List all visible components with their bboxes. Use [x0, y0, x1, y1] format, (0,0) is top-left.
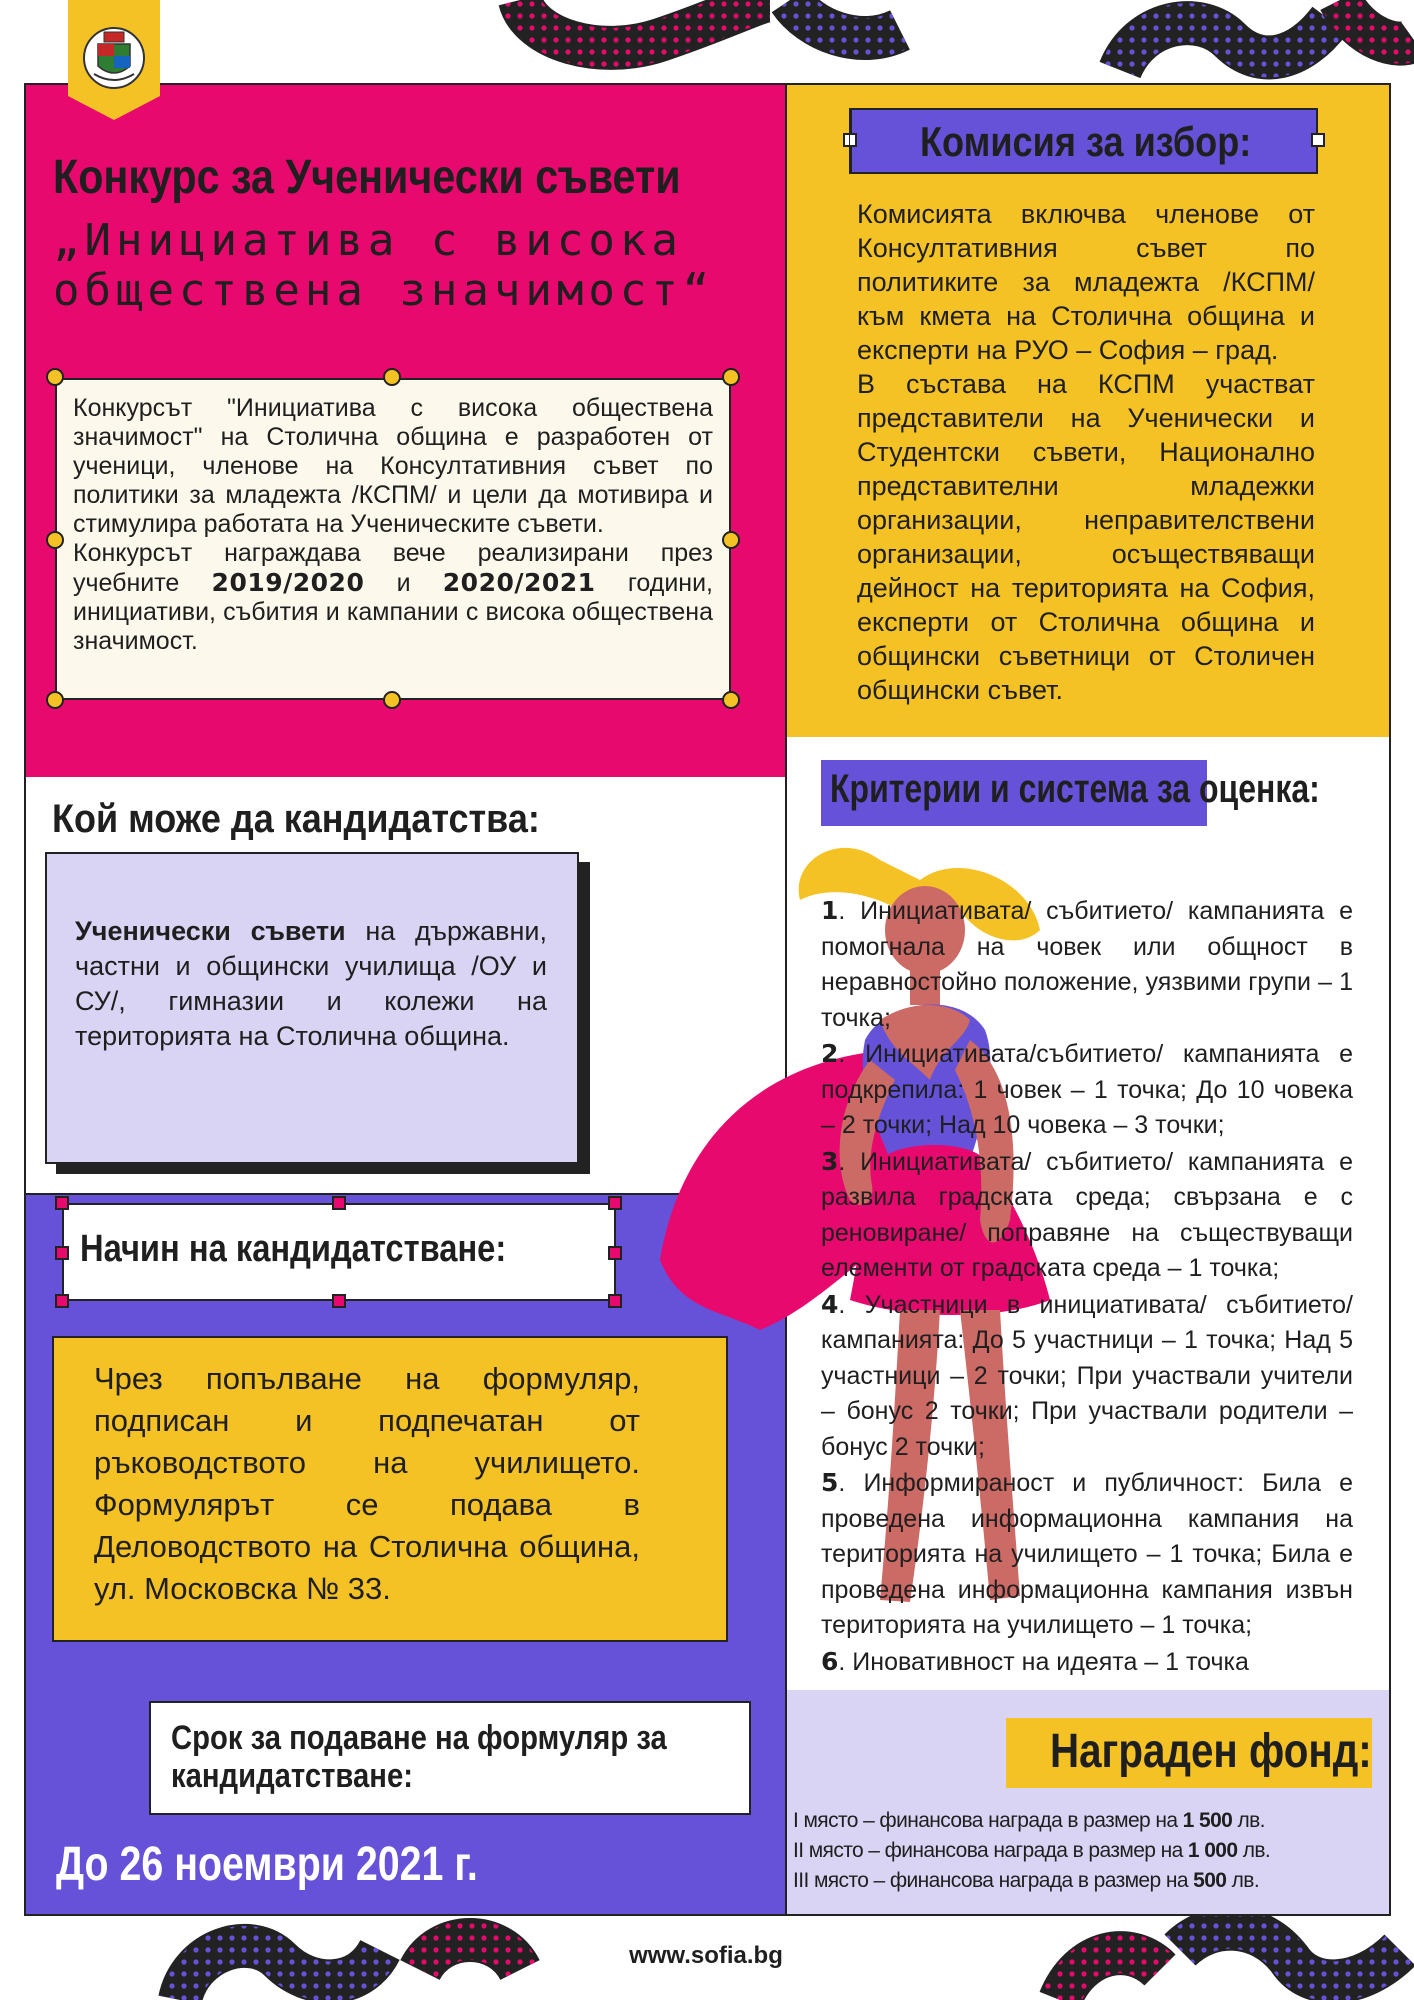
- criteria-item-2: 2. Инициативата/събитието/ кампанията е подкрепила: 1 човек – 1 точка; До 10 човека – 2 точки; Над 10 човека – 3 точки;: [821, 1039, 1353, 1139]
- eligibility-bold: Ученически съвети: [75, 916, 346, 946]
- footer-website-link[interactable]: www.sofia.bg: [629, 1942, 783, 1969]
- intro-paragraph-1: Конкурсът "Инициатива с висока обществена значимост" на Столична община е разработен от ученици, членове на Консултативния съвет по политики за младежта /КСПМ/ и цели да мотивира и стимулира работата на Ученическите съвети.: [73, 394, 713, 538]
- method-heading: Начин на кандидатстване:: [80, 1228, 507, 1270]
- criteria-list: [821, 893, 1353, 1680]
- method-text: Чрез попълване на формуляр, подписан и подпечатан от ръководството на училището. Формулярът се подава в Деловодството на Столична община, ул. Московска № 33.: [94, 1361, 640, 1606]
- prizes-heading: Награден фонд:: [1050, 1725, 1372, 1778]
- criteria-item-6: 6. Иновативност на идеята – 1 точка: [821, 1646, 1249, 1676]
- year-2019-2020: 2019/2020: [211, 568, 365, 597]
- method-box: [52, 1336, 728, 1642]
- commission-text: Комисията включва членове от Консултативния съвет по политиките за младежта /КСПМ/ към кмета на Столична община и експерти на РУО – София – град. В състава на КСПМ участват представители на Ученически и Студентски съвети, Национално представителни младежки организации, неправителствени организации, осъществяващи дейност на територията на София, експерти от Столична община и общински съветници от Столичен общински съвет.: [857, 199, 1315, 705]
- deadline-heading: Срок за подаване на формуляр за кандидатстване:: [171, 1719, 667, 1795]
- eligibility-text: на държавни, частни и общински училища /ОУ и СУ/, гимназии и колежи на територията на Столична община.: [75, 916, 547, 1051]
- eligibility-box: [45, 852, 579, 1164]
- deadline-date: До 26 ноември 2021 г.: [56, 1838, 478, 1891]
- decorative-squiggle-top: [0, 0, 1414, 90]
- page-subtitle-line2: обществена значимост“: [53, 265, 715, 316]
- deadline-box: [149, 1701, 751, 1815]
- page-subtitle-line1: „Инициатива с висока: [53, 215, 683, 266]
- criteria-heading: Критерии и система за оценка:: [830, 767, 1320, 811]
- intro-box: [55, 378, 731, 700]
- intro-paragraph-2: Конкурсът награждава вече реализирани през учебните 2019/2020 и 2020/2021 години, инициативи, събития и кампании с висока обществена значимост.: [73, 539, 714, 655]
- coat-of-arms-logo: [68, 0, 160, 120]
- page-title: Конкурс за Ученически съвети: [53, 151, 681, 204]
- eligibility-heading: Кой може да кандидатства:: [52, 797, 540, 841]
- prizes-list: [793, 1806, 1389, 1896]
- year-2020-2021: 2020/2021: [442, 568, 596, 597]
- prize-first: I място – финансова награда в размер на 1 500 лв.: [793, 1809, 1265, 1832]
- commission-heading: Комисия за избор:: [920, 118, 1252, 165]
- criteria-item-5: 5. Информираност и публичност: Била е проведена информационна кампания на територията на училището – 1 точка; Била е проведена информационна кампания извън територията на училището – 1 точка;: [821, 1468, 1353, 1639]
- criteria-item-3: 3. Инициативата/ събитието/ кампанията е развила градската среда; свързана е с реновиране/ поправяне на съществуващи елементи от градската среда – 1 точка;: [821, 1146, 1353, 1282]
- prize-second: II място – финансова награда в размер на 1 000 лв.: [793, 1839, 1271, 1862]
- prize-third: III място – финансова награда в размер на 500 лв.: [793, 1869, 1260, 1892]
- criteria-item-4: 4. Участници в инициативата/ събитието/ кампанията: До 5 участници – 1 точка; Над 5 участници – 2 точки; При участвали учители – бонус 2 точки; При участвали родители – бонус 2 точки;: [821, 1289, 1353, 1461]
- criteria-item-1: 1. Инициативата/ събитието/ кампанията е помогнала на човек или общност в неравностойно положение, уязвими групи – 1 точка;: [821, 896, 1353, 1032]
